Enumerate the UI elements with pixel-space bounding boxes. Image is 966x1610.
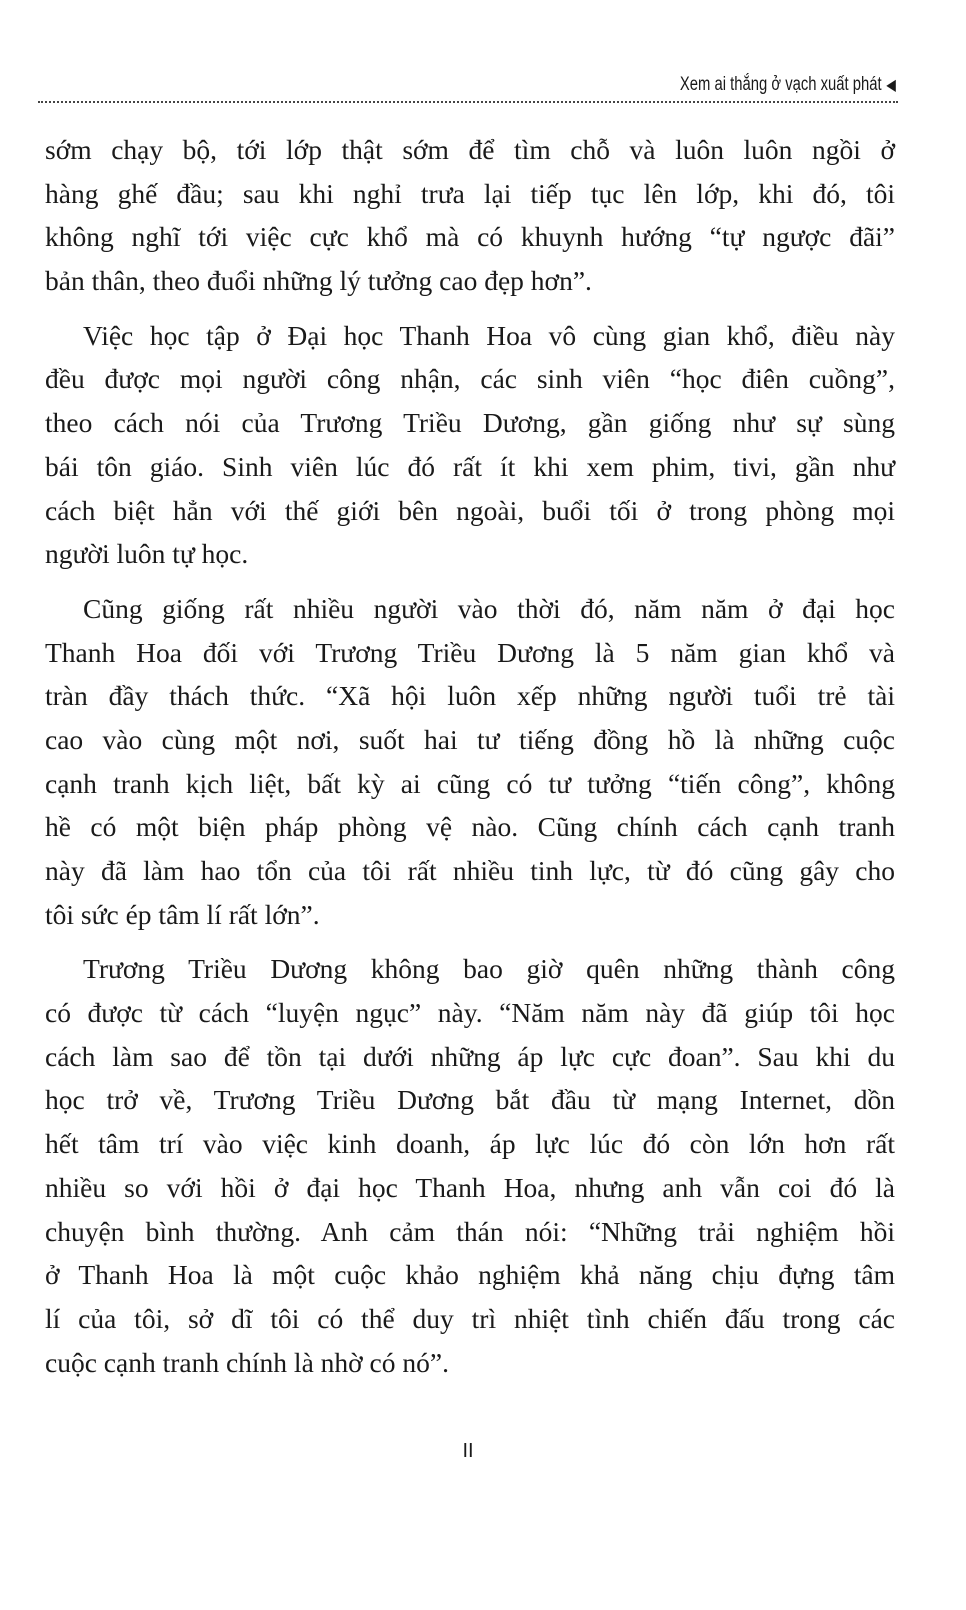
text-line: bái tôn giáo. Sinh viên lúc đó rất ít khi xem phim, tivi, gần như: [45, 450, 895, 482]
text-line: theo cách nói của Trương Triều Dương, gần giống như sự sùng: [45, 407, 895, 439]
page-number: II: [462, 1440, 474, 1462]
text-line: hàng ghế đầu; sau khi nghỉ trưa lại tiếp tục lên lớp, khi đó, tôi: [45, 177, 895, 209]
text-line: người luôn tự học.: [45, 538, 249, 570]
paragraph: [45, 587, 895, 937]
text-line: cạnh tranh kịch liệt, bất kỳ ai cũng có tư tưởng “tiến công”, không: [45, 767, 895, 799]
triangle-marker-icon: ◀: [886, 77, 896, 94]
text-line: cao vào cùng một nơi, suốt hai tư tiếng đồng hồ là những cuộc: [45, 723, 895, 755]
text-line: ở Thanh Hoa là một cuộc khảo nghiệm khả năng chịu đựng tâm: [45, 1259, 895, 1291]
text-line: nhiều so với hồi ở đại học Thanh Hoa, nhưng anh vẫn coi đó là: [45, 1171, 895, 1203]
text-line: không nghĩ tới việc cực khổ mà có khuynh hướng “tự ngược đãi”: [45, 221, 895, 253]
text-line: này đã làm hao tổn của tôi rất nhiều tinh lực, từ đó cũng gây cho: [45, 855, 895, 886]
text-line: lí của tôi, sở dĩ tôi có thể duy trì nhiệt tình chiến đấu trong các: [45, 1302, 895, 1334]
text-line: Trương Triều Dương không bao giờ quên những thành công: [83, 953, 895, 985]
text-line: Thanh Hoa đối với Trương Triều Dương là 5 năm gian khổ và: [45, 636, 895, 668]
text-line: tôi sức ép tâm lí rất lớn”.: [45, 898, 320, 930]
running-header: [680, 74, 896, 96]
paragraph: [45, 128, 895, 303]
text-line: chuyện bình thường. Anh cảm thán nói: “Những trải nghiệm hồi: [45, 1215, 895, 1247]
body-text: [45, 128, 895, 1395]
text-line: Cũng giống rất nhiều người vào thời đó, năm năm ở đại học: [83, 592, 895, 624]
text-line: cách biệt hẳn với thế giới bên ngoài, buổi tối ở trong phòng mọi: [45, 494, 895, 526]
text-line: hề có một biện pháp phòng vệ nào. Cũng chính cách cạnh tranh: [45, 811, 895, 843]
text-line: hết tâm trí vào việc kinh doanh, áp lực lúc đó còn lớn hơn rất: [45, 1128, 895, 1160]
text-line: sớm chạy bộ, tới lớp thật sớm để tìm chỗ và luôn luôn ngồi ở: [45, 134, 895, 165]
text-line: bản thân, theo đuổi những lý tưởng cao đẹp hơn”.: [45, 265, 592, 297]
running-title: Xem ai thắng ở vạch xuất phát: [680, 74, 882, 95]
text-line: cách làm sao để tồn tại dưới những áp lực cực đoan”. Sau khi du: [45, 1040, 895, 1072]
text-line: đều được mọi người công nhận, các sinh viên “học điên cuồng”,: [45, 363, 895, 395]
paragraph: [45, 947, 895, 1384]
header-dotted-divider: [38, 101, 898, 103]
text-line: Việc học tập ở Đại học Thanh Hoa vô cùng gian khổ, điều này: [83, 319, 895, 351]
text-line: có được từ cách “luyện ngục” này. “Năm năm này đã giúp tôi học: [45, 997, 895, 1029]
text-line: tràn đầy thách thức. “Xã hội luôn xếp những người tuổi trẻ tài: [45, 680, 895, 712]
paragraph: [45, 314, 895, 576]
text-line: học trở về, Trương Triều Dương bắt đầu từ mạng Internet, dồn: [45, 1084, 895, 1116]
text-line: cuộc cạnh tranh chính là nhờ có nó”.: [45, 1346, 449, 1378]
